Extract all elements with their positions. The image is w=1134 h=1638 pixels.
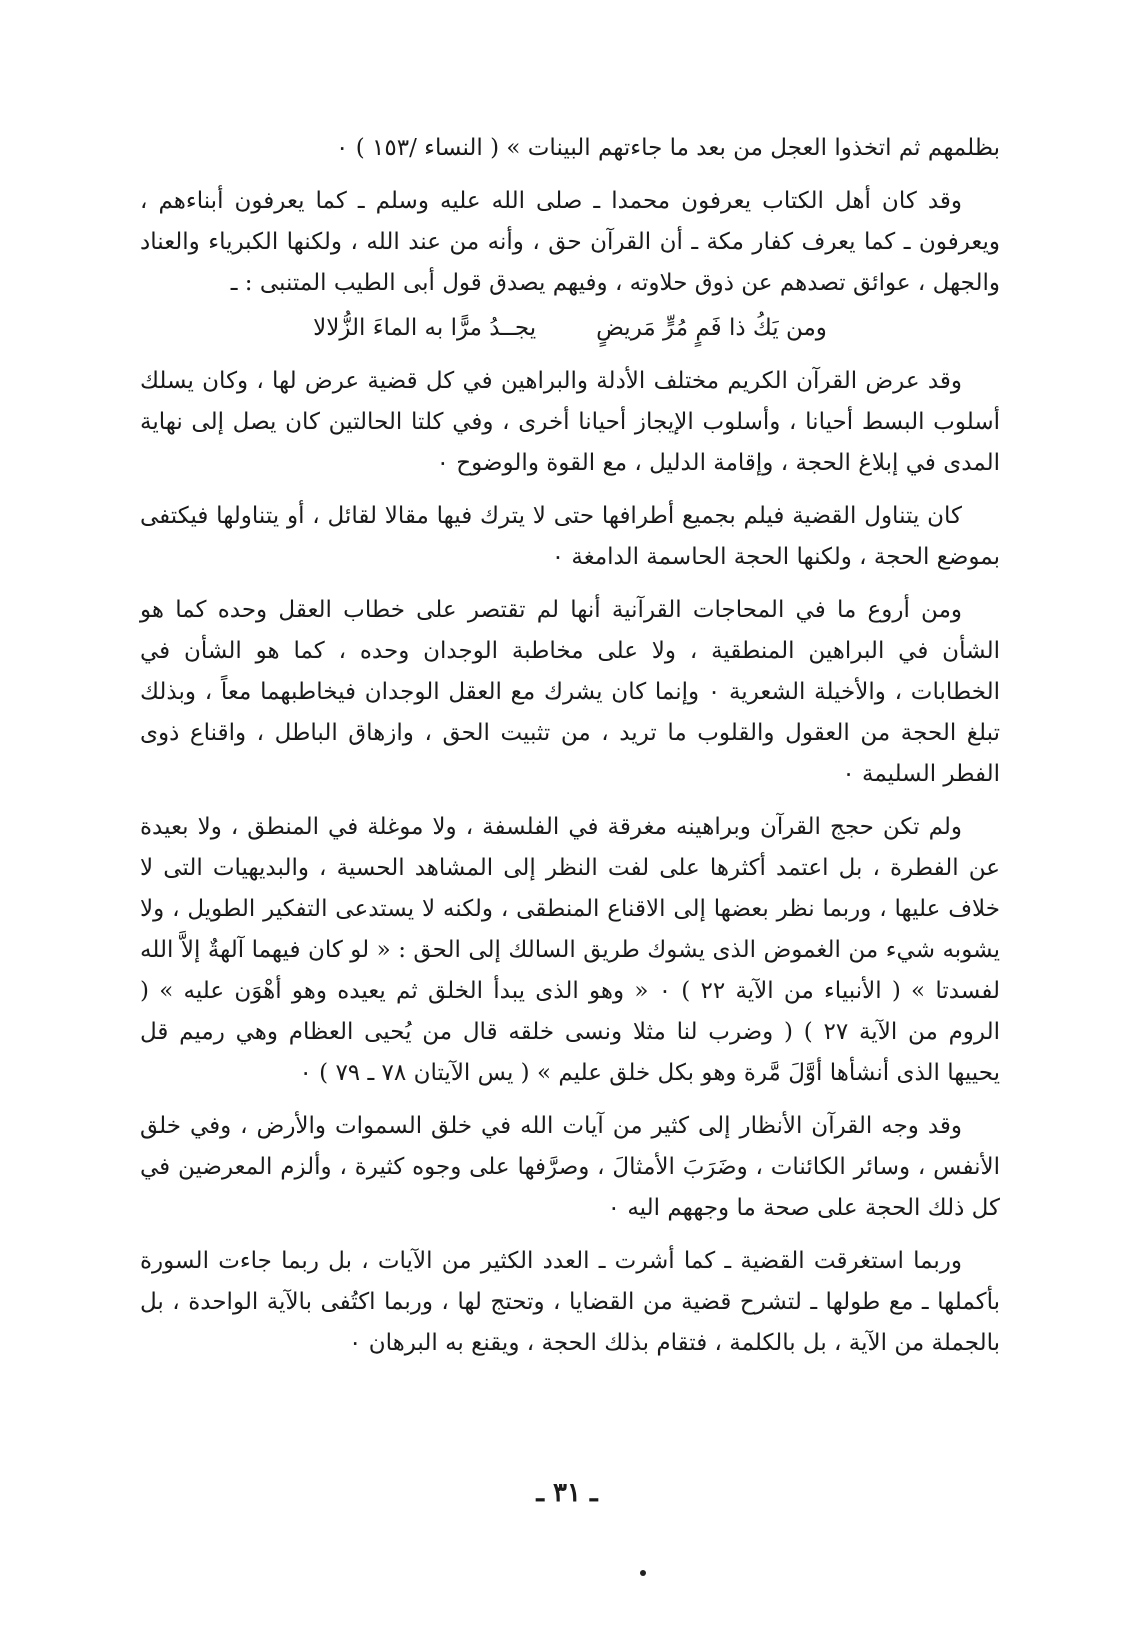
paragraph: وقد عرض القرآن الكريم مختلف الأدلة والبراهين في كل قضية عرض لها ، وكان يسلك أسلوب البسط أحيانا ، وأسلوب الإيجاز أحيانا أخرى ، وفي كلتا الحالتين كان يصل إلى نهاية المدى في إبلاغ الحجة ، وإقامة الدليل ، مع القوة والوضوح ٠ bbox=[140, 368, 1000, 476]
verse-hemistich-second: يجــدُ مرًّا به الماءَ الزُّلالا bbox=[313, 315, 537, 341]
paragraph: وقد وجه القرآن الأنظار إلى كثير من آيات الله في خلق السموات والأرض ، وفي خلق الأنفس ، وسائر الكائنات ، وضَرَبَ الأمثالَ ، وصرَّفها على وجوه كثيرة ، وألزم المعرضين في كل ذلك الحجة على صحة ما وجههم اليه ٠ bbox=[140, 1113, 1000, 1221]
body-text bbox=[140, 128, 1000, 1376]
paragraph: ومن أروع ما في المحاجات القرآنية أنها لم تقتصر على خطاب العقل وحده كما هو الشأن في البراهين المنطقية ، ولا على مخاطبة الوجدان وحده ، كما هو الشأن في الخطابات ، والأخيلة الشعرية ٠ وإنما كان يشرك مع العقل الوجدان فيخاطبهما معاً ، وبذلك تبلغ الحجة من العقول والقلوب ما تريد ، من تثبيت الحق ، وازهاق الباطل ، واقناع ذوى الفطر السليمة ٠ bbox=[140, 597, 1000, 787]
page-number: ـ ٣١ ـ bbox=[536, 1478, 598, 1508]
paragraph: ولم تكن حجج القرآن وبراهينه مغرقة في الفلسفة ، ولا موغلة في المنطق ، ولا بعيدة عن الفطرة ، بل اعتمد أكثرها على لفت النظر إلى المشاهد الحسية ، والبديهيات التى لا خلاف عليها ، وربما نظر بعضها إلى الاقناع المنطقى ، ولكنه لا يستدعى التفكير الطويل ، ولا يشوبه شيء من الغموض الذى يشوك طريق السالك إلى الحق : « لو كان فيهما آلهةٌ إلاَّ الله لفسدتا » ( الأنبياء من الآية ٢٢ ) ٠ « وهو الذى يبدأ الخلق ثم يعيده وهو أهْوَن عليه » ( الروم من الآية ٢٧ ) ( وضرب لنا مثلا ونسى خلقه قال من يُحيى العظام وهي رميم قل يحييها الذى أنشأها أوَّلَ مَّرة وهو بكل خلق عليم » ( يس الآيتان ٧٨ ـ ٧٩ ) ٠ bbox=[140, 814, 1001, 1086]
paragraph: وربما استغرقت القضية ـ كما أشرت ـ العدد الكثير من الآيات ، بل ربما جاءت السورة بأكملها ـ مع طولها ـ لتشرح قضية من القضايا ، وتحتج لها ، وربما اكتُفى بالآية الواحدة ، بل بالجملة من الآية ، بل بالكلمة ، فتقام بذلك الحجة ، ويقنع به البرهان ٠ bbox=[140, 1248, 1000, 1356]
paragraph: بظلمهم ثم اتخذوا العجل من بعد ما جاءتهم البينات » ( النساء /١٥٣ ) ٠ bbox=[336, 135, 1000, 161]
poetry-verse bbox=[140, 308, 1000, 349]
verse-hemistich-first: ومن يَكُ ذا فَمٍ مُرٍّ مَريضٍ bbox=[596, 315, 827, 341]
ink-dot bbox=[640, 1570, 646, 1576]
paragraph: كان يتناول القضية فيلم بجميع أطرافها حتى لا يترك فيها مقالا لقائل ، أو يتناولها فيكتفى بموضع الحجة ، ولكنها الحجة الحاسمة الدامغة ٠ bbox=[140, 503, 1000, 570]
paragraph: وقد كان أهل الكتاب يعرفون محمدا ـ صلى الله عليه وسلم ـ كما يعرفون أبناءهم ، ويعرفون ـ كما يعرف كفار مكة ـ أن القرآن حق ، وأنه من عند الله ، ولكنها الكبرياء والعناد والجهل ، عوائق تصدهم عن ذوق حلاوته ، وفيهم يصدق قول أبى الطيب المتنبى : ـ bbox=[140, 188, 1000, 296]
